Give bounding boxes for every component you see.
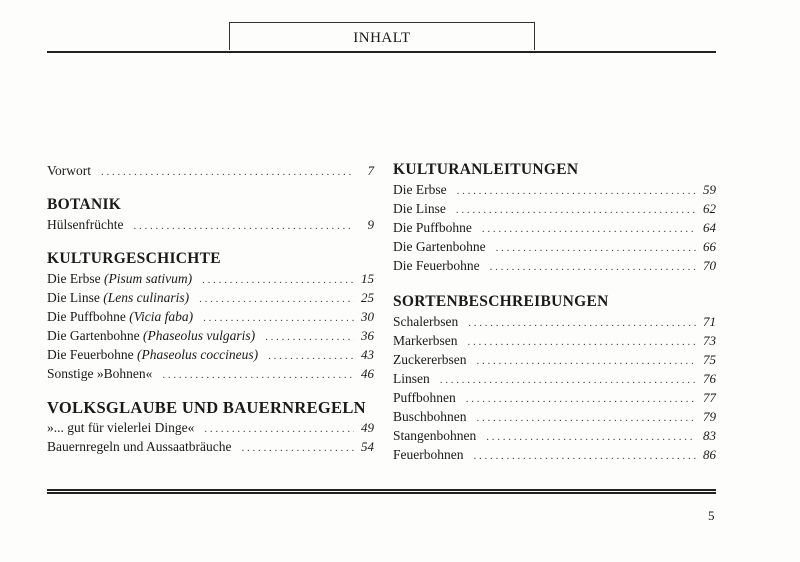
entry-label: Hülsenfrüchte	[47, 217, 124, 232]
section-heading-sortenbeschreibungen: SORTENBESCHREIBUNGEN	[393, 293, 609, 310]
leader-dots	[101, 163, 354, 182]
entry-label: Die Erbse (Pisum sativum)	[47, 271, 193, 286]
leader-dots	[268, 347, 354, 366]
entry-page: 70	[703, 258, 716, 273]
entry-label: Die Puffbohne (Vicia faba)	[47, 309, 194, 324]
toc-entry[interactable]	[47, 364, 374, 383]
section-heading-botanik: BOTANIK	[47, 196, 122, 213]
toc-entry[interactable]	[393, 312, 716, 331]
toc-entry[interactable]	[393, 199, 716, 218]
toc-entry[interactable]	[47, 437, 374, 456]
entry-page: 77	[703, 390, 716, 405]
bottom-double-rule	[47, 489, 716, 494]
entry-page: 30	[361, 309, 374, 324]
leader-dots	[456, 201, 696, 220]
toc-entry[interactable]	[393, 369, 716, 388]
toc-entry[interactable]	[393, 388, 716, 407]
leader-dots	[202, 271, 354, 290]
entry-label: Bauernregeln und Aussaatbräuche	[47, 439, 232, 454]
toc-entry-vorwort[interactable]	[47, 161, 374, 180]
leader-dots	[466, 390, 696, 409]
page-title: INHALT	[229, 22, 535, 50]
entry-page: 71	[703, 314, 716, 329]
entry-label: Zuckererbsen	[393, 352, 467, 367]
leader-dots	[468, 314, 696, 333]
toc-entry[interactable]	[393, 350, 716, 369]
toc-entry[interactable]	[393, 256, 716, 275]
toc-right-column	[393, 159, 716, 464]
toc-entry[interactable]	[393, 426, 716, 445]
entry-page: 79	[703, 409, 716, 424]
entry-label: Die Gartenbohne	[393, 239, 486, 254]
entry-label: Feuerbohnen	[393, 447, 464, 462]
entry-page: 76	[703, 371, 716, 386]
entry-page: 43	[361, 347, 374, 362]
entry-page: 9	[367, 217, 374, 232]
leader-dots	[199, 290, 354, 309]
entry-label: Die Feuerbohne	[393, 258, 480, 273]
entry-page: 62	[703, 201, 716, 216]
leader-dots	[162, 366, 354, 385]
entry-page: 54	[361, 439, 374, 454]
entry-page: 15	[361, 271, 374, 286]
leader-dots	[496, 239, 696, 258]
entry-label: Buschbohnen	[393, 409, 467, 424]
toc-entry[interactable]	[393, 180, 716, 199]
entry-page: 36	[361, 328, 374, 343]
toc-entry[interactable]	[47, 345, 374, 364]
leader-dots	[473, 447, 696, 466]
entry-label: Linsen	[393, 371, 430, 386]
entry-label: Die Linse	[393, 201, 446, 216]
toc-entry[interactable]	[47, 269, 374, 288]
entry-label: Die Linse (Lens culinaris)	[47, 290, 190, 305]
entry-page: 49	[361, 420, 374, 435]
leader-dots	[490, 258, 696, 277]
entry-page: 83	[703, 428, 716, 443]
entry-page: 75	[703, 352, 716, 367]
leader-dots	[476, 352, 696, 371]
entry-label: Stangenbohnen	[393, 428, 477, 443]
toc-entry[interactable]	[47, 307, 374, 326]
entry-label: Puffbohnen	[393, 390, 456, 405]
page-number: 5	[708, 508, 715, 523]
entry-page: 59	[703, 182, 716, 197]
entry-page: 46	[361, 366, 374, 381]
entry-page: 73	[703, 333, 716, 348]
leader-dots	[241, 439, 354, 458]
entry-page: 64	[703, 220, 716, 235]
leader-dots	[482, 220, 696, 239]
toc-entry[interactable]	[47, 326, 374, 345]
entry-label: Die Feuerbohne (Phaseolus coccineus)	[47, 347, 259, 362]
entry-page: 7	[367, 163, 374, 178]
entry-label: Die Gartenbohne (Phaseolus vulgaris)	[47, 328, 256, 343]
toc-entry[interactable]	[47, 288, 374, 307]
section-heading-kulturanleitungen: KULTURANLEITUNGEN	[393, 161, 579, 178]
entry-label: Markerbsen	[393, 333, 458, 348]
toc-entry[interactable]	[393, 407, 716, 426]
entry-page: 66	[703, 239, 716, 254]
entry-label: Die Puffbohne	[393, 220, 472, 235]
leader-dots	[440, 371, 696, 390]
leader-dots	[467, 333, 696, 352]
leader-dots	[265, 328, 354, 347]
leader-dots	[486, 428, 696, 447]
toc-entry[interactable]	[393, 218, 716, 237]
entry-label: Die Erbse	[393, 182, 447, 197]
section-heading-volksglaube: VOLKSGLAUBE UND BAUERNREGELN	[47, 398, 366, 417]
section-heading-kulturgeschichte: KULTURGESCHICHTE	[47, 250, 221, 267]
entry-label: Vorwort	[47, 163, 92, 178]
entry-page: 86	[703, 447, 716, 462]
toc-left-column	[47, 161, 374, 456]
top-rule	[47, 51, 716, 53]
entry-label: »... gut für vielerlei Dinge«	[47, 420, 195, 435]
entry-label: Sonstige »Bohnen«	[47, 366, 153, 381]
leader-dots	[133, 217, 354, 236]
entry-page: 25	[361, 290, 374, 305]
toc-entry[interactable]	[393, 331, 716, 350]
entry-label: Schalerbsen	[393, 314, 459, 329]
leader-dots	[457, 182, 696, 201]
toc-entry[interactable]	[393, 237, 716, 256]
toc-entry[interactable]	[47, 418, 374, 437]
leader-dots	[477, 409, 697, 428]
toc-entry[interactable]	[47, 215, 374, 234]
toc-entry[interactable]	[393, 445, 716, 464]
